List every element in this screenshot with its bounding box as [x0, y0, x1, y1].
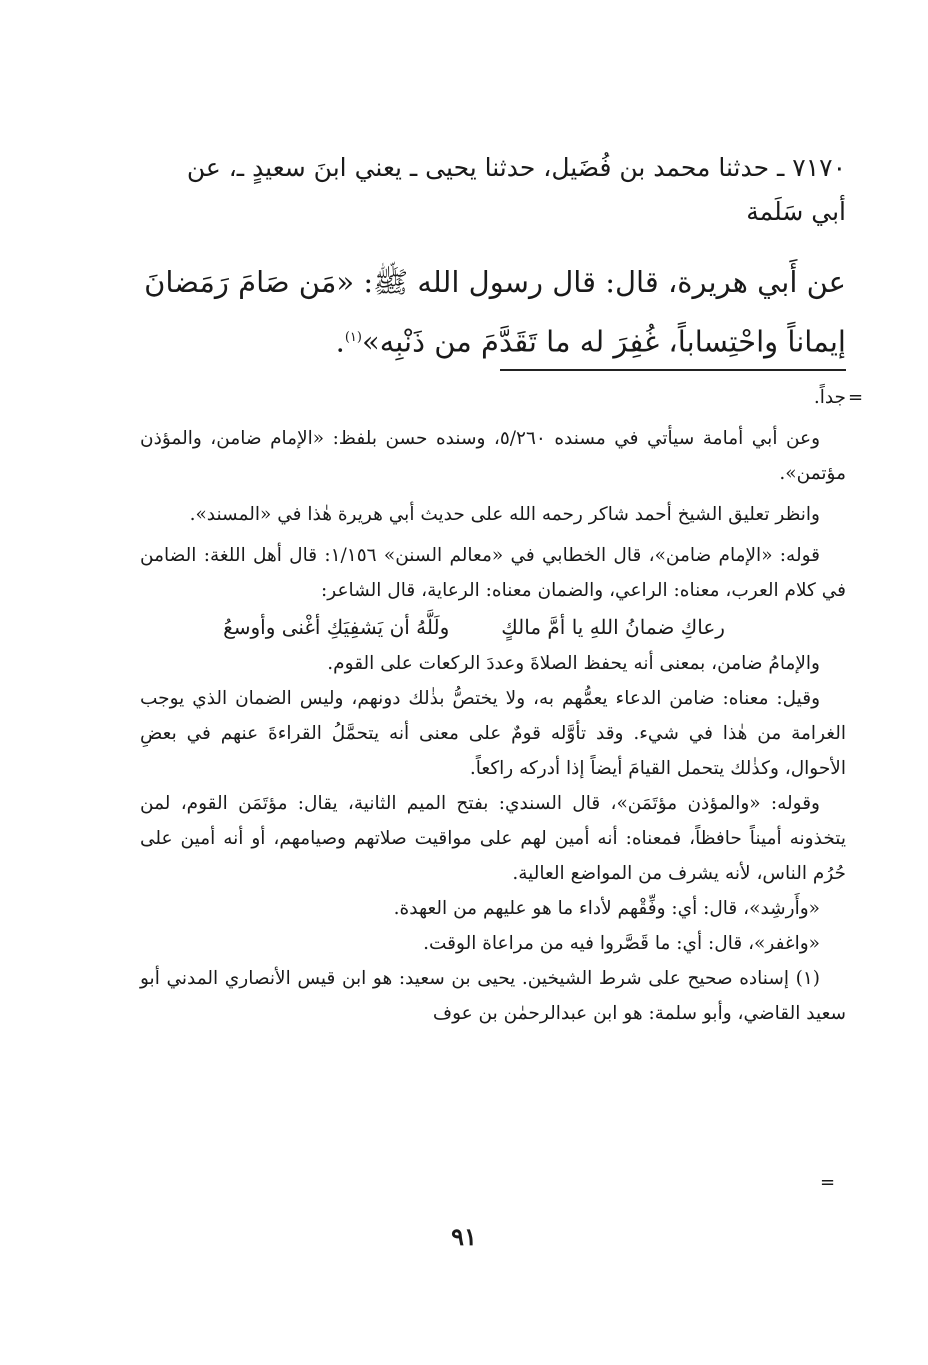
- footnote-p3: وانظر تعليق الشيخ أحمد شاكر رحمه الله على حديث أبي هريرة هٰذا في «المسند».: [189, 504, 820, 525]
- footnote-p1: جداً.: [813, 387, 846, 408]
- matn-end: .: [335, 324, 345, 359]
- footnotes-section: [140, 380, 846, 1031]
- footnote-divider: [500, 369, 846, 371]
- footnote-p7: وقوله: «والمؤذن مؤتَمَن»، قال السندي: بفتح الميم الثانية، يقال: مؤتَمَن القوم، لمن يتخذونه أميناً حافظاً، فمعناه: أنه أمين لهم على مواقيت صلاتهم وصيامهم، أو أنه أمين على حُرُم الناس، لأنه يشرف من المواضع العالية.: [140, 793, 846, 884]
- continuation-mark-bottom: =: [820, 1172, 836, 1193]
- matn-line-2: إيماناً واحْتِساباً، غُفِرَ له ما تَقَدَّمَ من ذَنْبِه»: [361, 324, 846, 359]
- hadith-isnad: [140, 146, 846, 234]
- footnote-p9: «واغفر»، قال: أي: ما قَصَّروا فيه من مراعاة الوقت.: [423, 933, 820, 954]
- footnote-p4: قوله: «الإمام ضامن»، قال الخطابي في «معالم السنن» ١/١٥٦: قال أهل اللغة: الضامن في كلام العرب، معناه: الراعي، والضمان معناه: الرعاية، قال الشاعر:: [140, 545, 846, 601]
- footnote-p10: (١) إسناده صحيح على شرط الشيخين. يحيى بن سعيد: هو ابن قيس الأنصاري المدني أبو سعيد القاضي، وأبو سلمة: هو ابن عبدالرحمٰن بن عوف: [140, 968, 846, 1024]
- footnote-p8: «وأَرشِد»، قال: أي: وفِّقْهم لأداء ما هو عليهم من العهدة.: [393, 898, 820, 919]
- isnad-line-1: ٧١٧٠ ـ حدثنا محمد بن فُضَيل، حدثنا يحيى ـ يعني ابنَ سعيدٍ ـ، عن: [186, 153, 846, 182]
- verse-hemistich-left: ولَلَّهُ أن يَشفِيَكِ أغْنى وأوسعُ: [223, 615, 450, 639]
- matn-line-2-wrap: [140, 310, 846, 370]
- footnote-p5: والإمامُ ضامن، بمعنى أنه يحفظ الصلاةَ وعددَ الركعات على القوم.: [327, 653, 820, 674]
- matn-line-1: عن أَبي هريرة، قال: قال رسول الله ﷺ: «مَن صَامَ رَمَضانَ: [144, 265, 846, 299]
- verse-hemistich-right: رعاكِ ضمانُ اللهِ يا أمَّ مالكٍ: [501, 615, 725, 639]
- hadith-matn: [140, 254, 846, 370]
- footnote-p2: وعن أبي أمامة سيأتي في مسنده ٥/٢٦٠، وسنده حسن بلفظ: «الإمام ضامن، والمؤذن مؤتمن».: [140, 428, 846, 484]
- page-number: ٩١: [451, 1222, 477, 1251]
- isnad-line-2: أبي سَلَمة: [746, 197, 846, 226]
- footnote-p6: وقيل: معناه: ضامن الدعاء يعمُّهم به، ولا يختصُّ بذٰلك دونهم، وليس الضمان الذي يوجب الغرامة من هٰذا في شيء. وقد تأوَّله قومٌ على معنى أنه يتحمَّلُ القراءةَ عنهم في بعضِ الأحوال، وكذٰلك يتحمل القيامَ أيضاً إذا أدركه راكعاً.: [140, 688, 846, 779]
- footnote-marker: (١): [344, 330, 362, 345]
- poetry-verse: [140, 608, 846, 646]
- continuation-mark-top: =: [848, 387, 864, 408]
